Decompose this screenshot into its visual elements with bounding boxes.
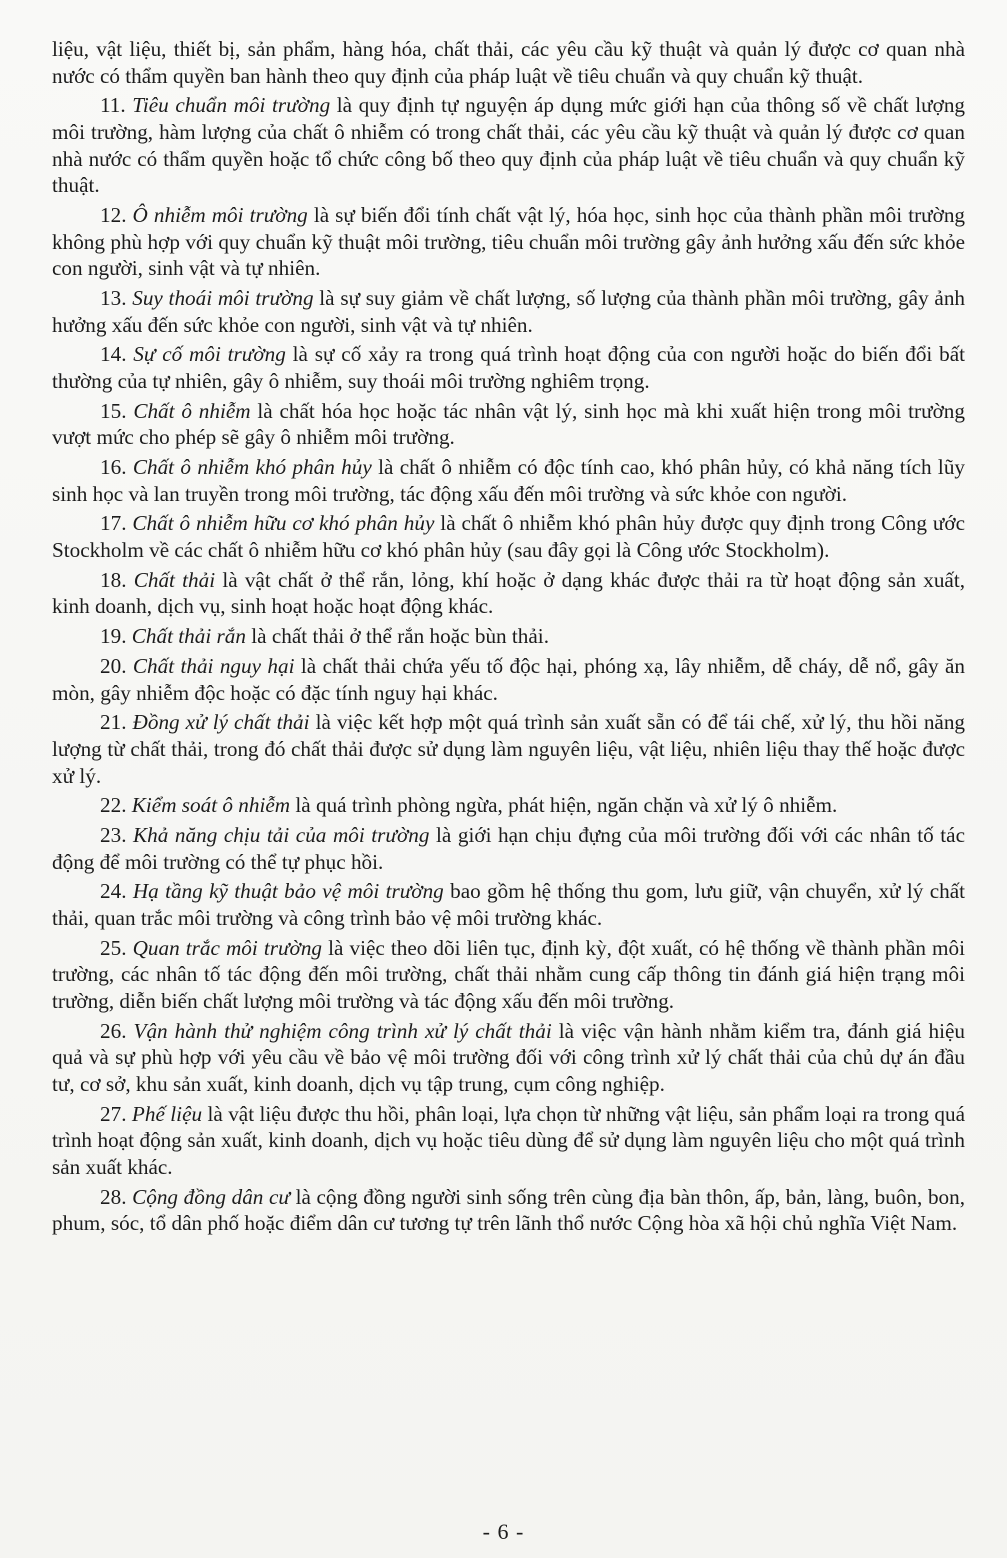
document-body (52, 36, 965, 1237)
definition-item (52, 1101, 965, 1181)
definition-item (52, 709, 965, 789)
definition-text: là chất ô nhiễm có độc tính cao, khó phân hủy, có khả năng tích lũy sinh học và lan truyền trong môi trường, tác động xấu đến môi trường và sức khỏe con người. (52, 455, 966, 506)
definition-term: Kiểm soát ô nhiễm (131, 793, 291, 818)
definition-text: là việc theo dõi liên tục, định kỳ, đột xuất, có hệ thống về thành phần môi trường, các nhân tố tác động đến môi trường, chất thải nhằm cung cấp thông tin đánh giá hiện trạng môi trường, diễn biến chất lượng môi trường và tác động xấu đến môi trường. (52, 935, 966, 1013)
definition-item (52, 285, 965, 338)
definition-text: là sự cố xảy ra trong quá trình hoạt động của con người hoặc do biến đổi bất thường của tự nhiên, gây ô nhiễm, suy thoái môi trường nghiêm trọng. (52, 342, 965, 393)
definition-term: Suy thoái môi trường (132, 285, 314, 310)
definition-list (52, 92, 965, 1237)
definition-term: Vận hành thử nghiệm công trình xử lý chất thải (133, 1018, 552, 1043)
definition-number: 16. (100, 455, 127, 480)
definition-text: là vật chất ở thể rắn, lỏng, khí hoặc ở dạng khác được thải ra từ hoạt động sản xuất, kinh doanh, dịch vụ, sinh hoạt hoặc hoạt động khác. (52, 567, 966, 619)
definition-term: Ô nhiễm môi trường (132, 202, 308, 227)
definition-number: 28. (100, 1184, 127, 1209)
definition-item (52, 510, 965, 563)
definition-term: Chất thải rắn (131, 624, 246, 649)
definition-item (52, 822, 965, 875)
definition-text: là chất ô nhiễm khó phân hủy được quy định trong Công ước Stockholm về các chất ô nhiễm hữu cơ khó phân hủy (sau đây gọi là Công ước Stockholm). (52, 511, 966, 562)
definition-text: là giới hạn chịu đựng của môi trường đối với các nhân tố tác động để môi trường có thể tự phục hồi. (52, 823, 965, 874)
definition-text: là việc kết hợp một quá trình sản xuất sẵn có để tái chế, xử lý, thu hồi năng lượng từ chất thải, trong đó chất thải được sử dụng làm nguyên liệu, vật liệu, nhiên liệu thay thế hoặc được xử lý. (52, 710, 966, 788)
page-number: - 6 - (482, 1519, 525, 1544)
definition-item (52, 202, 965, 282)
definition-text: là chất thải ở thể rắn hoặc bùn thải. (245, 624, 549, 649)
definition-term: Đồng xử lý chất thải (132, 710, 310, 735)
definition-term: Chất ô nhiễm (133, 398, 251, 423)
definition-number: 27. (100, 1101, 127, 1126)
definition-text: là sự biến đổi tính chất vật lý, hóa học, sinh học của thành phần môi trường không phù hợp với quy chuẩn kỹ thuật môi trường, tiêu chuẩn môi trường gây ảnh hưởng xấu đến sức khỏe con người, sinh vật và tự nhiên. (52, 202, 966, 281)
definition-term: Quan trắc môi trường (132, 935, 323, 960)
definition-number: 13. (100, 285, 127, 310)
lead-paragraph: liệu, vật liệu, thiết bị, sản phẩm, hàng hóa, chất thải, các yêu cầu kỹ thuật và quản lý được cơ quan nhà nước có thẩm quyền ban hành theo quy định của pháp luật về tiêu chuẩn và quy chuẩn kỹ thuật. (52, 37, 965, 88)
definition-item (52, 567, 965, 620)
definition-number: 22. (100, 793, 127, 818)
definition-term: Chất ô nhiễm khó phân hủy (132, 455, 372, 480)
definition-number: 19. (100, 624, 127, 649)
definition-term: Sự cố môi trường (133, 342, 286, 367)
definition-number: 14. (100, 342, 127, 367)
definition-text: là việc vận hành nhằm kiểm tra, đánh giá hiệu quả và sự phù hợp với yêu cầu về bảo vệ môi trường đối với công trình xử lý chất thải của chủ dự án đầu tư, cơ sở, khu sản xuất, kinh doanh, dịch vụ tập trung, cụm công nghiệp. (52, 1018, 965, 1096)
definition-term: Tiêu chuẩn môi trường (132, 93, 331, 118)
definition-item (52, 1018, 965, 1098)
definition-text: là chất thải chứa yếu tố độc hại, phóng xạ, lây nhiễm, dễ cháy, dễ nổ, gây ăn mòn, gây nhiễm độc hoặc có đặc tính nguy hại khác. (52, 653, 966, 705)
definition-number: 18. (100, 567, 127, 592)
definition-number: 25. (100, 935, 127, 960)
definition-text: là sự suy giảm về chất lượng, số lượng của thành phần môi trường, gây ảnh hưởng xấu đến sức khỏe con người, sinh vật và tự nhiên. (52, 285, 966, 337)
definition-number: 11. (100, 93, 126, 118)
definition-item (52, 792, 965, 819)
definition-term: Cộng đồng dân cư (132, 1184, 290, 1209)
definition-number: 17. (100, 511, 127, 536)
definition-number: 23. (100, 823, 127, 848)
definition-item (52, 1184, 965, 1237)
definition-term: Phế liệu (131, 1101, 203, 1126)
definition-item (52, 92, 965, 198)
definition-text: là quá trình phòng ngừa, phát hiện, ngăn chặn và xử lý ô nhiễm. (290, 793, 838, 818)
definition-item (52, 398, 965, 451)
definition-number: 21. (100, 710, 127, 735)
definition-item (52, 341, 965, 394)
definition-term: Chất thải (133, 567, 216, 592)
definition-item (52, 454, 965, 507)
definition-text: là vật liệu được thu hồi, phân loại, lựa chọn từ những vật liệu, sản phẩm loại ra trong quá trình hoạt động sản xuất, kinh doanh, dịch vụ hoặc tiêu dùng để sử dụng làm nguyên liệu cho một quá trình sản xuất khác. (52, 1101, 965, 1179)
definition-text: là cộng đồng người sinh sống trên cùng địa bàn thôn, ấp, bản, làng, buôn, bon, phum, sóc, tổ dân phố hoặc điểm dân cư tương tự trên lãnh thổ nước Cộng hòa xã hội chủ nghĩa Việt Nam. (52, 1184, 966, 1236)
definition-number: 24. (100, 879, 127, 904)
definition-number: 12. (100, 202, 127, 227)
definition-term: Chất thải nguy hại (132, 653, 295, 678)
definition-number: 20. (100, 653, 127, 678)
definition-term: Hạ tầng kỹ thuật bảo vệ môi trường (132, 879, 444, 904)
definition-item (52, 653, 965, 706)
definition-text: là chất hóa học hoặc tác nhân vật lý, sinh học mà khi xuất hiện trong môi trường vượt mức cho phép sẽ gây ô nhiễm môi trường. (52, 398, 965, 450)
definition-item (52, 935, 965, 1015)
definition-term: Chất ô nhiễm hữu cơ khó phân hủy (132, 511, 435, 536)
definition-term: Khả năng chịu tải của môi trường (133, 823, 430, 848)
definition-number: 15. (100, 398, 127, 423)
definition-number: 26. (100, 1018, 127, 1043)
definition-item (52, 623, 965, 650)
definition-text: là quy định tự nguyện áp dụng mức giới hạn của thông số về chất lượng môi trường, hàm lượng của chất ô nhiễm có trong chất thải, các yêu cầu kỹ thuật và quản lý được cơ quan nhà nước có thẩm quyền hoặc tổ chức công bố theo quy định của pháp luật về tiêu chuẩn và quy chuẩn kỹ thuật. (52, 93, 966, 198)
definition-text: bao gồm hệ thống thu gom, lưu giữ, vận chuyển, xử lý chất thải, quan trắc môi trường và công trình bảo vệ môi trường khác. (52, 879, 966, 931)
definition-item (52, 878, 965, 931)
